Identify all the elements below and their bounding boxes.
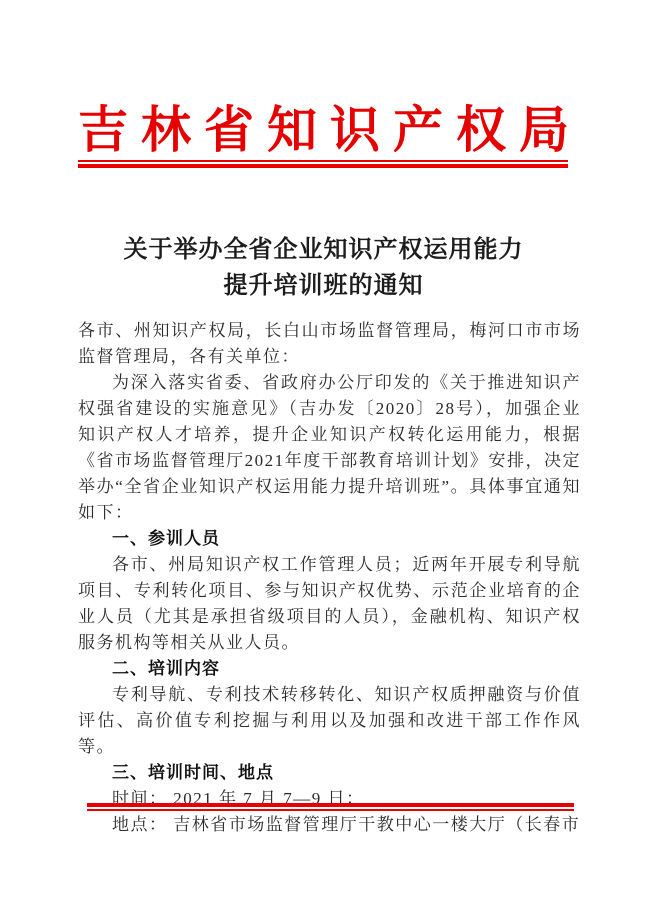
training-time-line: 时间： 2021 年 7 月 7—9 日； xyxy=(112,789,365,808)
section-body-content: 专利导航、专利技术转移转化、知识产权质押融资与价值评估、高价值专利挖掘与利用以及加强和改进干部工作作风等。 xyxy=(78,685,581,756)
section-heading-time-place: 三、培训时间、地点 xyxy=(112,763,274,782)
page-footer-rule xyxy=(87,803,574,811)
document-body xyxy=(78,318,581,838)
document-title-line2: 提升培训班的通知 xyxy=(223,273,424,299)
document-title xyxy=(63,232,584,304)
letterhead-org-name: 吉林省知识产权局 xyxy=(78,102,582,158)
intro-paragraph: 为深入落实省委、省政府办公厅印发的《关于推进知识产权强省建设的实施意见》（吉办发〔2020〕28号），加强企业知识产权人才培养，提升企业知识产权转化运用能力，根据《省市场监督管理厅2021年度干部教育培训计划》安排，决定举办“全省企业知识产权运用能力提升培训班”。具体事宜通知如下： xyxy=(78,373,581,522)
section-body-participants: 各市、州局知识产权工作管理人员；近两年开展专利导航项目、专利转化项目、参与知识产权优势、示范企业培育的企业人员（尤其是承担省级项目的人员），金融机构、知识产权服务机构等相关从业人员。 xyxy=(78,555,581,652)
section-heading-content: 二、培训内容 xyxy=(112,659,220,678)
salutation: 各市、州知识产权局，长白山市场监督管理局，梅河口市市场监督管理局，各有关单位： xyxy=(78,321,581,366)
letterhead-rule xyxy=(78,160,568,168)
document-title-line1: 关于举办全省企业知识产权运用能力 xyxy=(123,237,524,263)
section-heading-participants: 一、参训人员 xyxy=(112,529,220,548)
training-place-line: 地点： 吉林省市场监督管理厅干教中心一楼大厅（长春市 xyxy=(112,815,581,834)
